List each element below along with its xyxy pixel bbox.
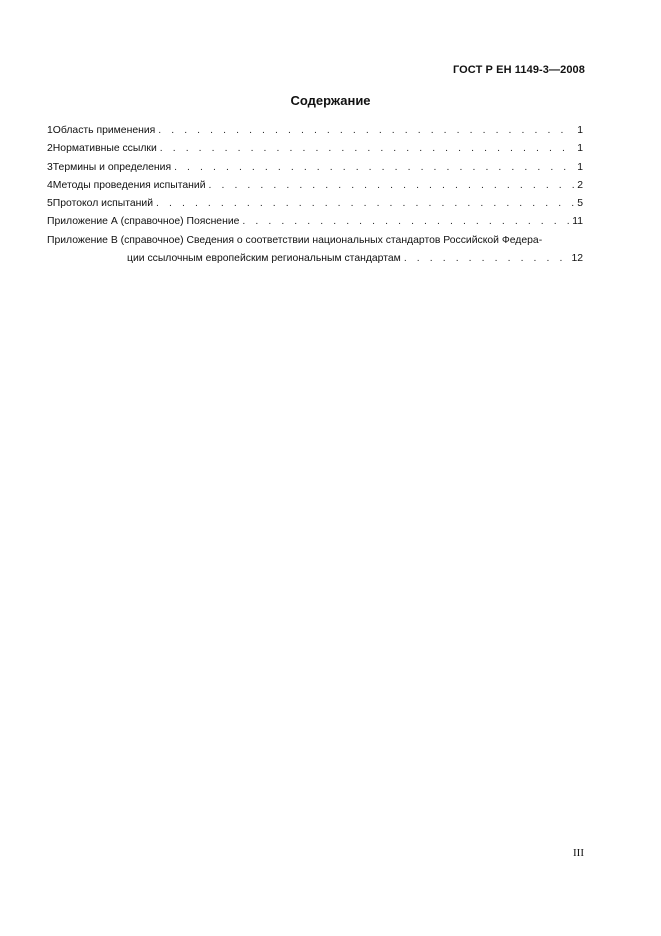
toc-leader-dots xyxy=(242,213,569,231)
toc-title: Содержание xyxy=(290,93,371,108)
toc-entry-label: Протокол испытаний xyxy=(52,198,154,210)
toc-annex-b-continuation[interactable] xyxy=(47,250,583,268)
toc-annex-label: Приложение В (справочное) Сведения о соответствии национальных стандартов Российской Федера- xyxy=(47,234,543,246)
document-code: ГОСТ Р ЕН 1149-3—2008 xyxy=(452,64,585,76)
toc-annex-page: 12 xyxy=(571,253,583,265)
toc-entry-page: 2 xyxy=(577,179,583,191)
toc-leader-dots xyxy=(156,195,574,213)
toc-entry-number: 2 xyxy=(47,143,53,155)
toc-leader-dots xyxy=(174,159,574,177)
toc-entry-5[interactable] xyxy=(47,195,583,213)
toc-annex-b[interactable] xyxy=(47,232,583,250)
toc-entry-label: Область применения xyxy=(52,125,156,136)
toc-entry-label: Нормативные ссылки xyxy=(52,143,157,155)
toc-entry-page: 5 xyxy=(577,198,583,210)
toc-entry-1[interactable] xyxy=(47,122,583,140)
toc-annex-a[interactable] xyxy=(47,213,583,231)
toc-entry-label: Термины и определения xyxy=(52,161,172,173)
toc-annex-label-continued: ции ссылочным европейским региональным стандартам xyxy=(127,253,401,265)
page-number: III xyxy=(573,847,584,859)
toc-leader-dots xyxy=(160,140,574,158)
toc-entry-number: 1 xyxy=(47,125,53,136)
toc-entry-page: 1 xyxy=(577,143,583,155)
toc-leader-dots xyxy=(158,122,574,140)
toc-entry-label: Методы проведения испытаний xyxy=(52,179,206,191)
toc-entry-3[interactable] xyxy=(47,159,583,177)
toc-entry-page: 1 xyxy=(577,125,583,136)
toc-leader-dots xyxy=(209,177,575,195)
toc-annex-page: 11 xyxy=(572,216,583,228)
table-of-contents xyxy=(47,122,583,268)
toc-entry-2[interactable] xyxy=(47,140,583,158)
toc-entry-number: 5 xyxy=(47,198,53,210)
toc-leader-dots xyxy=(404,250,569,268)
toc-annex-label: Приложение А (справочное) Пояснение xyxy=(47,216,240,228)
toc-entry-page: 1 xyxy=(577,161,583,173)
toc-entry-number: 4 xyxy=(47,179,53,191)
toc-entry-4[interactable] xyxy=(47,177,583,195)
toc-entry-number: 3 xyxy=(47,161,53,173)
